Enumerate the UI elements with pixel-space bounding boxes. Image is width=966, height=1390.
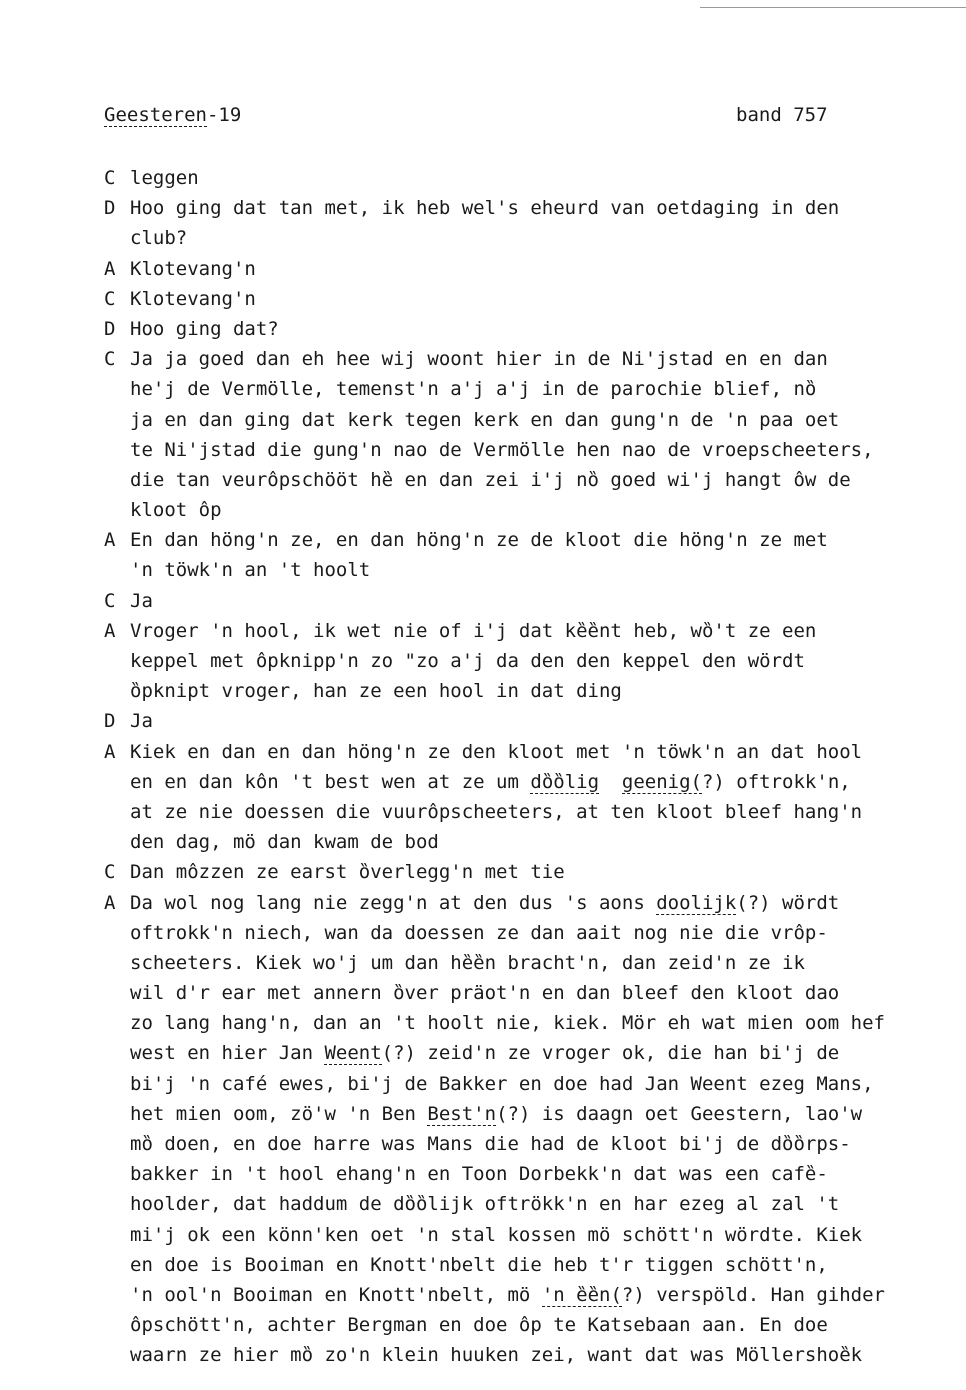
- transcript-line: [130, 344, 954, 374]
- line-text: zo lang hang'n, dan an 't hoolt nie, kiek. Mör eh wat mien oom hef: [130, 1012, 885, 1035]
- line-text: En dan höng'n ze, en dan höng'n ze de kloot die höng'n ze met: [130, 529, 828, 552]
- header-location-name: Geesteren: [104, 104, 207, 126]
- line-text: bakker in 't hool ehang'n en Toon Dorbekk'n dat was een cafȅ-: [130, 1163, 828, 1186]
- line-text: hoolder, dat haddum de dȍȍlijk oftrökk'n en har ezeg al zal 't: [130, 1193, 840, 1216]
- line-text: mi'j ok een könn'ken oet 'n stal kossen mö schött'n wördte. Kiek: [130, 1223, 863, 1246]
- underlined-uncertain-word: 'n ȅȅn(: [541, 1283, 622, 1306]
- line-text: leggen: [130, 167, 199, 189]
- speaker-turn: [104, 344, 954, 525]
- line-text: bi'j 'n café ewes, bi'j de Bakker en doe had Jan Weent ezeg Mans,: [130, 1072, 874, 1095]
- line-text: die tan veurôpschööt hȅ en dan zei i'j nȍ goed wi'j hangt ôw de: [130, 468, 851, 491]
- line-text: ?) oftrokk'n,: [701, 770, 851, 793]
- speaker-turn: [104, 616, 954, 707]
- line-text: (?) wördt: [736, 891, 840, 914]
- speaker-label: C: [104, 861, 116, 884]
- speaker-label: D: [104, 317, 116, 340]
- transcript-line: [130, 918, 954, 948]
- transcript-line: [130, 1310, 954, 1340]
- line-text: en doe is Booiman en Knott'nbelt die heb t'r tiggen schött'n,: [130, 1253, 828, 1276]
- speaker-label: A: [104, 891, 116, 914]
- transcript-line: [130, 435, 954, 465]
- line-text: kloot ôp: [130, 499, 222, 522]
- transcript-line: [130, 616, 954, 646]
- transcript-line: [130, 737, 954, 767]
- transcript-line: [130, 646, 954, 676]
- speaker-label: C: [104, 348, 116, 371]
- underlined-uncertain-word: Weent: [324, 1042, 382, 1065]
- line-text: ?) verspöld. Han gihder: [621, 1283, 885, 1306]
- top-edge-rule: [700, 7, 966, 8]
- transcript-line: [130, 1220, 954, 1250]
- underlined-uncertain-word: Best'n: [427, 1102, 497, 1125]
- transcript-line: [130, 706, 954, 736]
- line-text: 'n töwk'n an 't hoolt: [130, 559, 371, 582]
- transcript-line: [130, 1038, 954, 1068]
- line-text: wil d'r ear met annern ȍver präot'n en dan bleef den kloot dao: [130, 982, 840, 1005]
- transcript-line: [130, 1069, 954, 1099]
- underlined-uncertain-word: geenig(: [621, 770, 702, 793]
- header-band-number: band 757: [736, 104, 828, 126]
- speaker-turn: [104, 284, 954, 314]
- line-text: ȍpknipt vroger, han ze een hool in dat ding: [130, 680, 622, 703]
- line-text: Hoo ging dat?: [130, 317, 279, 340]
- line-text: Ja ja goed dan eh hee wij woont hier in de Ni'jstad en en dan: [130, 348, 828, 371]
- line-text: [599, 771, 622, 793]
- line-text: Klotevang'n: [130, 257, 256, 280]
- line-text: he'j de Vermölle, temenst'n a'j a'j in de parochie blief, nȍ: [130, 378, 817, 401]
- line-text: Ja: [130, 710, 153, 733]
- speaker-turn: [104, 737, 954, 858]
- line-text: waarn ze hier mȍ zo'n klein huuken zei, want dat was Möllershoȅk: [130, 1344, 863, 1367]
- transcript-line: [130, 374, 954, 404]
- transcript-line: [130, 888, 954, 918]
- line-text: Dan môzzen ze earst ȍverlegg'n met tie: [130, 861, 565, 884]
- transcript-line: [130, 1008, 954, 1038]
- header-location: [104, 104, 241, 126]
- transcript-line: [130, 254, 954, 284]
- line-text: ja en dan ging dat kerk tegen kerk en dan gung'n de 'n paa oet: [130, 408, 840, 431]
- line-text: en en dan kôn 't best wen at ze um: [130, 770, 531, 793]
- line-text: mȍ doen, en doe harre was Mans die had de kloot bi'j de dȍȍrps-: [130, 1133, 851, 1155]
- line-text: club?: [130, 227, 188, 250]
- transcript-line: [130, 978, 954, 1008]
- speaker-turn: [104, 314, 954, 344]
- transcript-line: [130, 767, 954, 797]
- speaker-label: A: [104, 619, 116, 642]
- transcript-line: [130, 797, 954, 827]
- speaker-label: C: [104, 589, 116, 612]
- line-text: Kiek en dan en dan höng'n ze den kloot met 'n töwk'n an dat hool: [130, 740, 863, 763]
- speaker-turn: [104, 857, 954, 887]
- line-text: te Ni'jstad die gung'n nao de Vermölle hen nao de vroepscheeters,: [130, 438, 874, 461]
- transcript-line: [130, 193, 954, 223]
- header-location-number: -19: [206, 104, 242, 126]
- transcript-line: [130, 1340, 954, 1370]
- speaker-label: D: [104, 197, 116, 220]
- line-text: Vroger 'n hool, ik wet nie of i'j dat kȅȅnt heb, wȍ't ze een: [130, 619, 817, 642]
- line-text: keppel met ôpknipp'n zo "zo a'j da den den keppel den wördt: [130, 650, 805, 672]
- line-text: het mien oom, zö'w 'n Ben: [130, 1102, 428, 1125]
- transcript-line: [130, 405, 954, 435]
- speaker-turn: [104, 706, 954, 736]
- line-text: Klotevang'n: [130, 287, 256, 310]
- line-text: Ja: [130, 589, 153, 612]
- transcript-line: [130, 1189, 954, 1219]
- transcript-line: [130, 857, 954, 887]
- transcript-line: [130, 163, 954, 193]
- underlined-uncertain-word: doolijk: [656, 891, 737, 914]
- transcript-line: [130, 495, 954, 525]
- line-text: ôpschött'n, achter Bergman en doe ôp te Katsebaan aan. En doe: [130, 1314, 828, 1337]
- line-text: 'n ool'n Booiman en Knott'nbelt, mö: [130, 1283, 542, 1306]
- line-text: (?) is daagn oet Geestern, lao'w: [496, 1102, 863, 1125]
- line-text: Hoo ging dat tan met, ik heb wel's eheurd van oetdaging in den: [130, 197, 840, 220]
- page-header: [104, 104, 844, 134]
- transcript-line: [130, 827, 954, 857]
- line-text: Da wol nog lang nie zegg'n at den dus 's aons: [130, 891, 657, 914]
- transcript-line: [130, 1280, 954, 1310]
- speaker-label: D: [104, 710, 116, 733]
- line-text: oftrokk'n niech, wan da doessen ze dan aait nog nie die vrôp-: [130, 921, 828, 944]
- speaker-label: C: [104, 287, 116, 310]
- transcript-line: [130, 525, 954, 555]
- transcript-line: [130, 284, 954, 314]
- speaker-label: A: [104, 740, 116, 763]
- transcript-line: [130, 223, 954, 253]
- transcript-line: [130, 555, 954, 585]
- transcript-body: [104, 163, 954, 1371]
- speaker-turn: [104, 193, 954, 253]
- transcript-line: [130, 586, 954, 616]
- speaker-turn: [104, 163, 954, 193]
- transcript-line: [130, 1250, 954, 1280]
- line-text: at ze nie doessen die vuurôpscheeters, at ten kloot bleef hang'n: [130, 800, 863, 823]
- transcript-line: [130, 676, 954, 706]
- transcript-line: [130, 1099, 954, 1129]
- transcript-line: [130, 948, 954, 978]
- line-text: den dag, mö dan kwam de bod: [130, 831, 439, 854]
- speaker-label: A: [104, 257, 116, 280]
- speaker-turn: [104, 525, 954, 585]
- speaker-turn: [104, 254, 954, 284]
- line-text: west en hier Jan: [130, 1042, 325, 1065]
- transcript-line: [130, 314, 954, 344]
- speaker-turn: [104, 888, 954, 1371]
- line-text: (?) zeid'n ze vroger ok, die han bi'j de: [381, 1042, 840, 1065]
- underlined-uncertain-word: dȍȍlig: [530, 770, 600, 793]
- transcript-line: [130, 465, 954, 495]
- speaker-label: A: [104, 529, 116, 552]
- line-text: scheeters. Kiek wo'j um dan hȅȅn bracht'n, dan zeid'n ze ik: [130, 951, 805, 974]
- transcript-line: [130, 1129, 954, 1159]
- speaker-turn: [104, 586, 954, 616]
- transcript-line: [130, 1159, 954, 1189]
- speaker-label: C: [104, 167, 116, 189]
